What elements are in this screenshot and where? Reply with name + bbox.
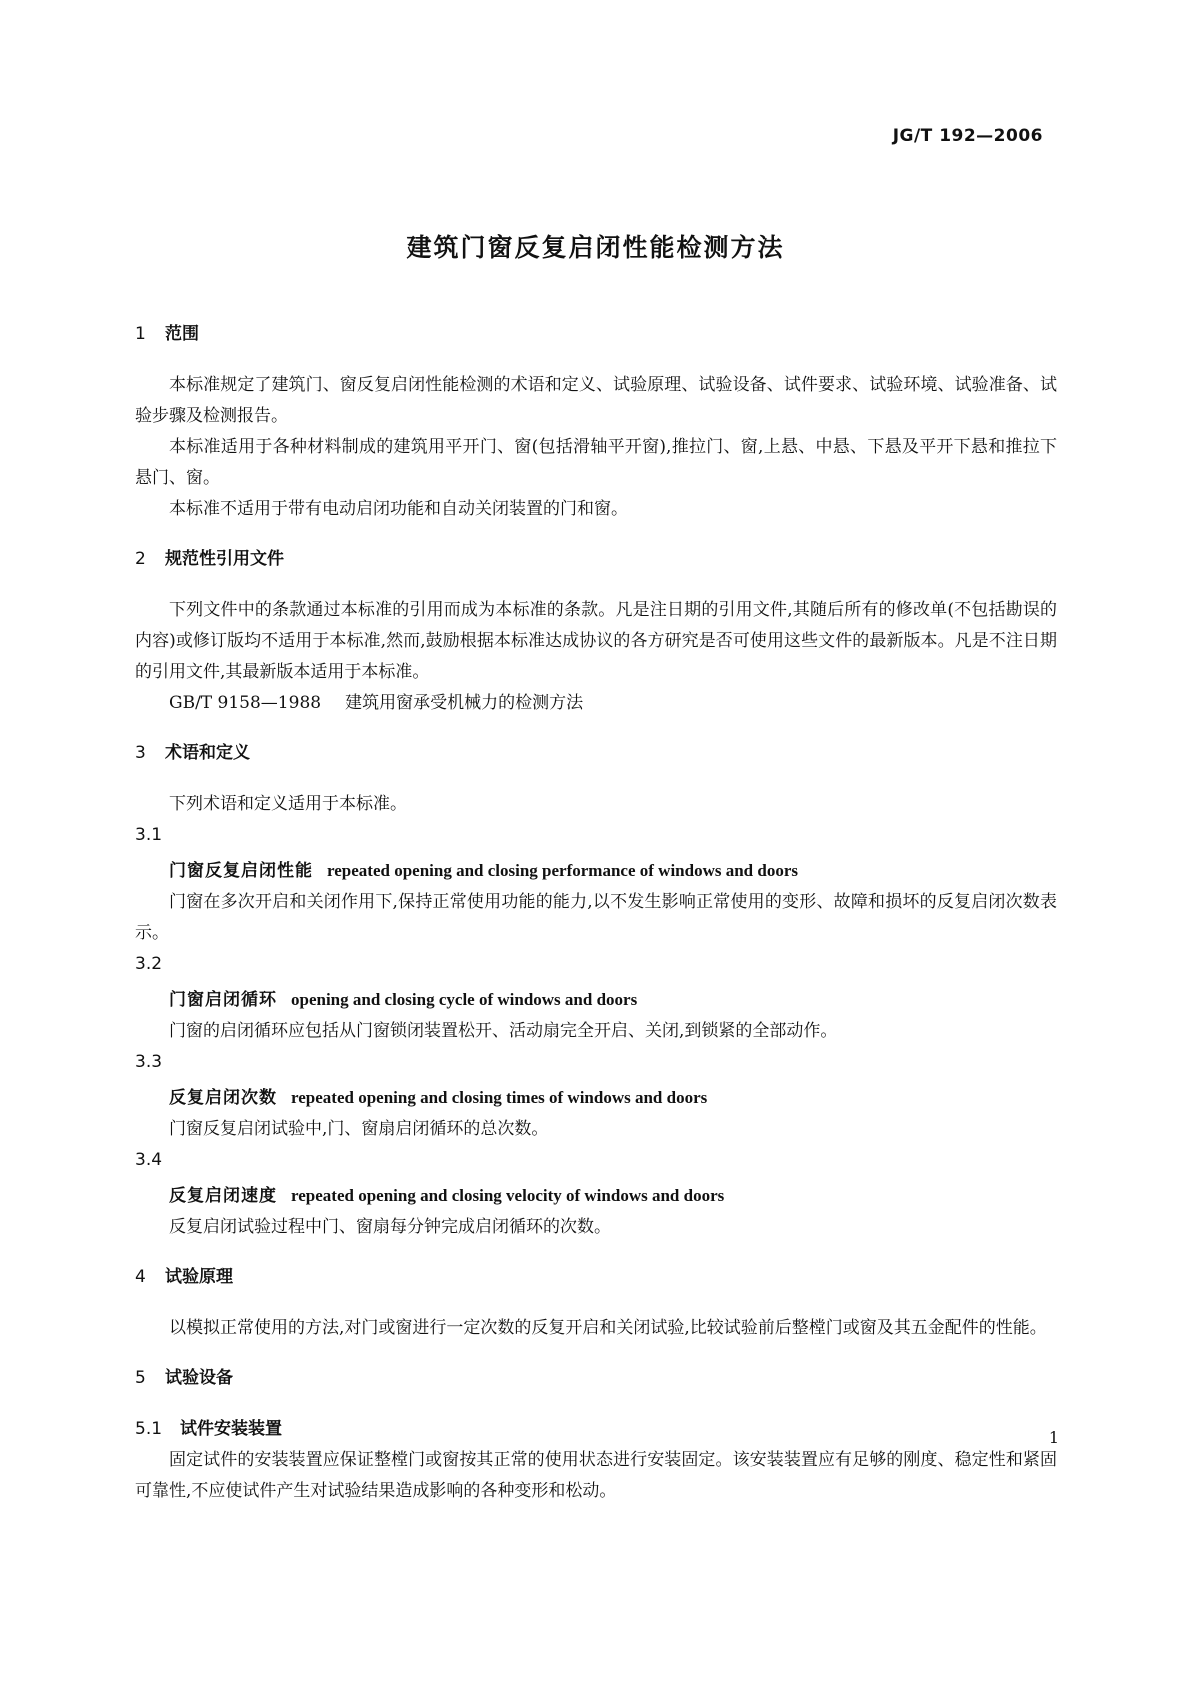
term-zh: 门窗反复启闭性能 — [169, 861, 313, 881]
section-title: 术语和定义 — [165, 743, 250, 763]
term-en: opening and closing cycle of windows and doors — [291, 990, 638, 1009]
term-en: repeated opening and closing performance of windows and doors — [327, 861, 798, 880]
clause-number: 3.2 — [135, 954, 163, 974]
reference-entry — [135, 688, 1057, 719]
term-heading — [135, 1082, 1057, 1114]
paragraph: 本标准不适用于带有电动启闭功能和自动关闭装置的门和窗。 — [169, 499, 628, 519]
section-title: 试验原理 — [165, 1267, 233, 1287]
section-heading — [135, 322, 1057, 346]
term-definition: 门窗反复启闭试验中,门、窗扇启闭循环的总次数。 — [169, 1119, 549, 1139]
term-heading — [135, 1180, 1057, 1212]
paragraph: 固定试件的安装装置应保证整樘门或窗按其正常的使用状态进行安装固定。该安装装置应有足够的刚度、稳定性和紧固可靠性,不应使试件产生对试验结果造成影响的各种变形和松动。 — [135, 1450, 1057, 1501]
clause-number: 3.4 — [135, 1150, 163, 1170]
section-number: 1 — [135, 324, 146, 344]
term-en: repeated opening and closing velocity of windows and doors — [291, 1186, 725, 1205]
term-heading — [135, 855, 1057, 887]
clause-number: 3.3 — [135, 1052, 163, 1072]
section-heading — [135, 1366, 1057, 1390]
document-title: 建筑门窗反复启闭性能检测方法 — [406, 233, 785, 262]
subsection-number: 5.1 — [135, 1419, 163, 1439]
term-heading — [135, 984, 1057, 1016]
term-zh: 门窗启闭循环 — [169, 990, 277, 1010]
section-terms-definitions — [135, 741, 1057, 1243]
section-title: 规范性引用文件 — [165, 549, 284, 569]
subsection-heading — [135, 1414, 1057, 1445]
section-number: 2 — [135, 549, 146, 569]
section-title: 范围 — [165, 324, 199, 344]
paragraph: 下列文件中的条款通过本标准的引用而成为本标准的条款。凡是注日期的引用文件,其随后所有的修改单(不包括勘误的内容)或修订版均不适用于本标准,然而,鼓励根据本标准达成协议的各方研究是否可使用这些文件的最新版本。凡是不注日期的引用文件,其最新版本适用于本标准。 — [135, 600, 1057, 682]
paragraph: 以模拟正常使用的方法,对门或窗进行一定次数的反复开启和关闭试验,比较试验前后整樘门或窗及其五金配件的性能。 — [169, 1318, 1047, 1338]
section-number: 4 — [135, 1267, 146, 1287]
section-test-equipment — [135, 1366, 1057, 1507]
term-entry — [135, 949, 1057, 1047]
term-zh: 反复启闭次数 — [169, 1088, 277, 1108]
section-heading — [135, 1265, 1057, 1289]
paragraph: 下列术语和定义适用于本标准。 — [169, 794, 407, 814]
section-number: 5 — [135, 1368, 146, 1388]
document-body — [135, 322, 1057, 1529]
page-number: 1 — [1048, 1428, 1059, 1447]
term-definition: 门窗在多次开启和关闭作用下,保持正常使用功能的能力,以不发生影响正常使用的变形、故障和损坏的反复启闭次数表示。 — [135, 892, 1057, 943]
term-definition: 门窗的启闭循环应包括从门窗锁闭装置松开、活动扇完全开启、关闭,到锁紧的全部动作。 — [169, 1021, 838, 1041]
paragraph: 本标准规定了建筑门、窗反复启闭性能检测的术语和定义、试验原理、试验设备、试件要求、试验环境、试验准备、试验步骤及检测报告。 — [135, 375, 1057, 426]
term-definition: 反复启闭试验过程中门、窗扇每分钟完成启闭循环的次数。 — [169, 1217, 611, 1237]
term-entry — [135, 820, 1057, 949]
reference-code: GB/T 9158—1988 — [169, 693, 322, 713]
paragraph: 本标准适用于各种材料制成的建筑用平开门、窗(包括滑轴平开窗),推拉门、窗,上悬、中悬、下悬及平开下悬和推拉下悬门、窗。 — [135, 437, 1057, 488]
section-scope — [135, 322, 1057, 525]
clause-number: 3.1 — [135, 825, 163, 845]
section-normative-references — [135, 547, 1057, 719]
term-entry — [135, 1145, 1057, 1243]
section-heading — [135, 741, 1057, 765]
standard-code: JG/T 192—2006 — [892, 126, 1043, 146]
term-en: repeated opening and closing times of windows and doors — [291, 1088, 708, 1107]
section-test-principle — [135, 1265, 1057, 1344]
term-zh: 反复启闭速度 — [169, 1186, 277, 1206]
section-number: 3 — [135, 743, 146, 763]
subsection-title: 试件安装装置 — [180, 1419, 283, 1439]
section-title: 试验设备 — [165, 1368, 233, 1388]
reference-title: 建筑用窗承受机械力的检测方法 — [345, 693, 584, 713]
section-heading — [135, 547, 1057, 571]
term-entry — [135, 1047, 1057, 1145]
